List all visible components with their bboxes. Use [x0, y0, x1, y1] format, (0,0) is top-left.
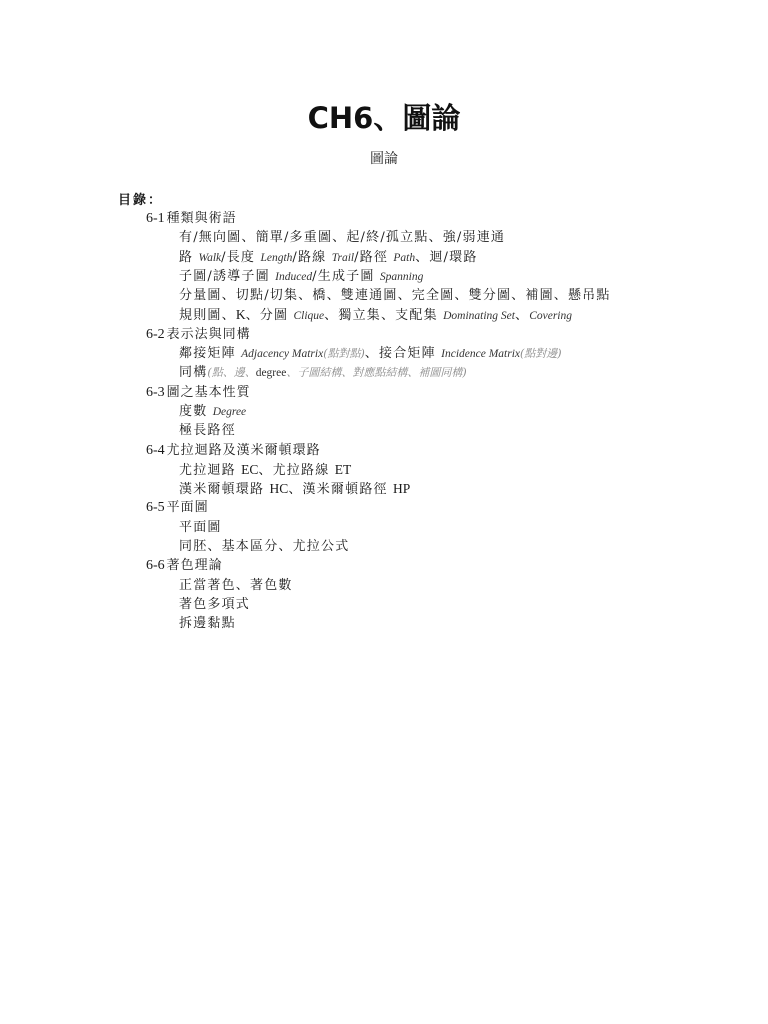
toc-subitem-text: Spanning: [379, 270, 424, 283]
toc-subitem-text: Walk: [198, 251, 222, 264]
toc-subitem: [0, 460, 768, 479]
toc-subitem-text: (點、邊、: [207, 366, 256, 380]
toc-section-6-3: [0, 383, 768, 402]
toc-subitem-text: 、子圖結構、對應點結構、補圖同構): [286, 366, 467, 380]
toc-subitem-text: 、迴/環路: [415, 249, 478, 265]
toc-subitem: [0, 537, 768, 556]
toc-subitem-text: Degree: [212, 405, 247, 418]
toc-subitem-text: 子圖/誘導子圖: [179, 268, 276, 284]
toc-subitem-text: 、接合矩陣: [364, 346, 442, 362]
toc-subitem-text: (點對點): [323, 347, 365, 361]
toc-subitem-text: 平面圖: [179, 519, 222, 535]
toc-subitem-text: 、漢米爾頓路徑: [288, 482, 394, 498]
toc-section-6-5: [0, 498, 768, 517]
section-title: 尤拉迴路及漢米爾頓環路: [166, 442, 321, 458]
toc-subitem-text: ET: [334, 461, 352, 477]
toc-subitem: [0, 267, 768, 286]
toc-subitem-text: (點對邊): [520, 347, 562, 361]
section-title: 種類與術語: [166, 211, 237, 226]
toc-subitem: [0, 518, 768, 537]
toc-section-6-1: [0, 209, 768, 228]
toc-subitem: [0, 595, 768, 614]
toc-subitem-text: Adjacency Matrix: [241, 348, 324, 361]
toc-subitem-text: Path: [393, 251, 416, 264]
section-number: 6-6: [146, 558, 165, 574]
toc-subitem-text: /生成子圖: [312, 268, 380, 284]
toc-subitem-text: /長度: [221, 249, 261, 265]
toc-subitem-text: 鄰接矩陣: [179, 346, 242, 362]
toc-subitem: [0, 421, 768, 440]
page-subtitle: 圖論: [370, 151, 398, 167]
toc-subitem-text: /路徑: [354, 249, 394, 265]
toc-subitem-text: 漢米爾頓環路: [179, 482, 270, 498]
section-number: 6-3: [146, 384, 165, 400]
toc-subitem-text: Covering: [529, 310, 572, 323]
toc-subitem-text: 、獨立集、支配集: [324, 308, 444, 324]
toc-subitem-text: Trail: [331, 251, 355, 264]
toc-subitem-text: Length: [260, 251, 293, 264]
toc-subitem-text: HP: [393, 481, 411, 497]
section-number: 6-5: [146, 500, 165, 516]
toc-subitem: [0, 286, 768, 305]
section-title: 著色理論: [166, 558, 223, 574]
toc-section-6-2: [0, 325, 768, 344]
section-number: 6-4: [146, 442, 165, 458]
toc-subitem-text: 規則圖、: [179, 308, 236, 324]
toc-subitem-text: 著色多項式: [179, 596, 251, 612]
toc-subitem: [0, 576, 768, 595]
toc-subitem-text: K: [235, 307, 246, 323]
toc-subitem-text: 同胚、基本區分、尤拉公式: [179, 539, 350, 555]
toc-subitem: [0, 479, 768, 498]
toc-subitem: [0, 344, 768, 363]
toc-subitem-text: EC: [241, 461, 259, 477]
toc-subitem-text: 正當著色、著色數: [179, 577, 293, 593]
toc-subitem-text: degree: [255, 367, 287, 380]
toc-subitem: [0, 614, 768, 633]
toc-subitem-text: 有/無向圖、簡單/多重圖、起/終/孤立點、強/弱連通: [179, 230, 506, 246]
toc-subitem-text: 、分圖: [245, 308, 294, 324]
toc-subitem-text: 極長路徑: [179, 423, 236, 439]
toc-subitem-text: 分量圖、切點/切集、橋、雙連通圖、完全圖、雙分圖、補圖、懸吊點: [179, 288, 611, 304]
section-number: 6-1: [146, 211, 165, 226]
toc-heading: 目錄：: [118, 193, 164, 208]
toc-subitem: [0, 305, 768, 324]
toc-subitem-text: Incidence Matrix: [441, 348, 521, 361]
toc-subitem: [0, 363, 768, 382]
toc-subitem-text: Induced: [275, 270, 313, 283]
toc-subitem-text: 路: [179, 249, 199, 265]
toc-section-6-4: [0, 441, 768, 460]
toc-subitem-text: 同構: [179, 365, 208, 381]
section-title: 平面圖: [166, 500, 209, 516]
toc-subitem-text: 、: [514, 308, 530, 324]
toc-subitem-text: Dominating Set: [443, 310, 515, 323]
section-title: 表示法與同構: [166, 326, 251, 342]
toc-subitem-text: 尤拉迴路: [179, 462, 242, 478]
toc-subitem-text: 度數: [179, 403, 213, 419]
page-title: CH6、圖論: [307, 101, 461, 135]
toc-subitem-text: 、尤拉路線: [258, 462, 335, 478]
toc-subitem: [0, 402, 768, 421]
toc-subitem-text: /路線: [292, 249, 332, 265]
toc-subitem: [0, 248, 768, 267]
section-number: 6-2: [146, 326, 165, 342]
table-of-contents: [0, 209, 768, 634]
section-title: 圖之基本性質: [166, 384, 251, 400]
toc-subitem: [0, 228, 768, 247]
toc-subitem-text: HC: [269, 481, 289, 497]
toc-section-6-6: [0, 556, 768, 575]
toc-subitem-text: 拆邊黏點: [179, 616, 236, 632]
toc-subitem-text: Clique: [293, 310, 325, 323]
